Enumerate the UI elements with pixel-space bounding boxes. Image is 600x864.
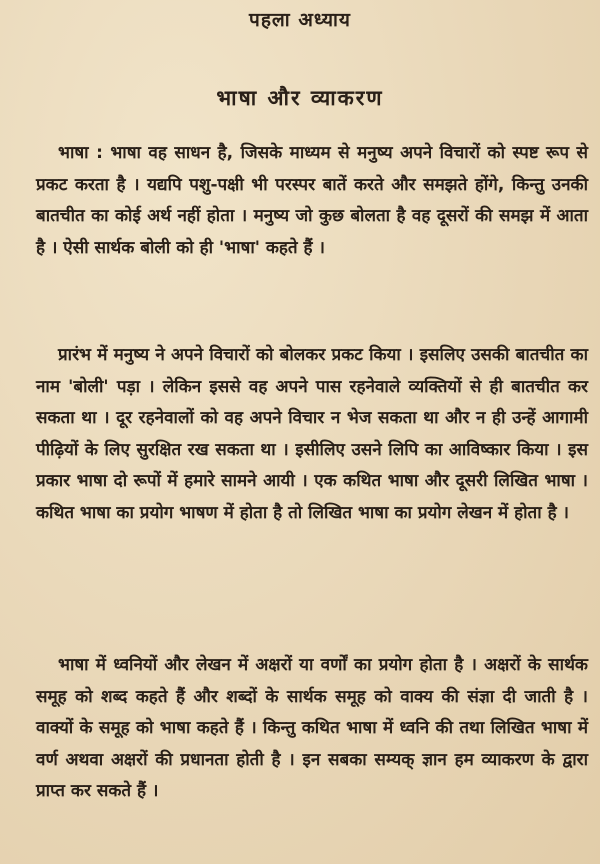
paragraph-definition <box>36 138 588 264</box>
paragraph-lead-term: भाषा : <box>58 143 103 163</box>
paragraph-text: भाषा में ध्वनियों और लेखन में अक्षरों या वर्णों का प्रयोग होता है । अक्षरों के सार्थक समूह को शब्द कहते हैं और शब्दों के सार्थक समूह को वाक्य की संज्ञा दी जाती है । वाक्यों के समूह को भाषा कहते हैं । किन्तु कथित भाषा में ध्वनि की तथा लिखित भाषा में वर्ण अथवा अक्षरों की प्रधानता होती है । इन सबका सम्यक् ज्ञान हम व्याकरण के द्वारा प्राप्त कर सकते हैं । <box>36 655 588 801</box>
section-heading: भाषा और व्याकरण <box>216 86 384 110</box>
chapter-title: पहला अध्याय <box>249 9 351 31</box>
paragraph-grammar <box>36 650 588 808</box>
paragraph-text: प्रारंभ में मनुष्य ने अपने विचारों को बोलकर प्रकट किया । इसलिए उसकी बातचीत का नाम 'बोली' पड़ा । लेकिन इससे वह अपने पास रहनेवाले व्यक्तियों से ही बातचीत कर सकता था । दूर रहनेवालों को वह अपने विचार न भेज सकता था और न ही उन्हें आगामी पीढ़ियों के लिए सुरक्षित रख सकता था । इसीलिए उसने लिपि का आविष्कार किया । इस प्रकार भाषा दो रूपों में हमारे सामने आयी । एक कथित भाषा और दूसरी लिखित भाषा । कथित भाषा का प्रयोग भाषण में होता है तो लिखित भाषा का प्रयोग लेखन में होता है । <box>36 345 588 523</box>
paragraph-history <box>36 340 588 529</box>
paragraph-text: भाषा वह साधन है, जिसके माध्यम से मनुष्य अपने विचारों को स्पष्ट रूप से प्रकट करता है । यद्यपि पशु-पक्षी भी परस्पर बातें करते और समझते होंगे, किन्तु उनकी बातचीत का कोई अर्थ नहीं होता । मनुष्य जो कुछ बोलता है वह दूसरों की समझ में आता है । ऐसी सार्थक बोली को ही 'भाषा' कहते हैं । <box>36 143 588 258</box>
